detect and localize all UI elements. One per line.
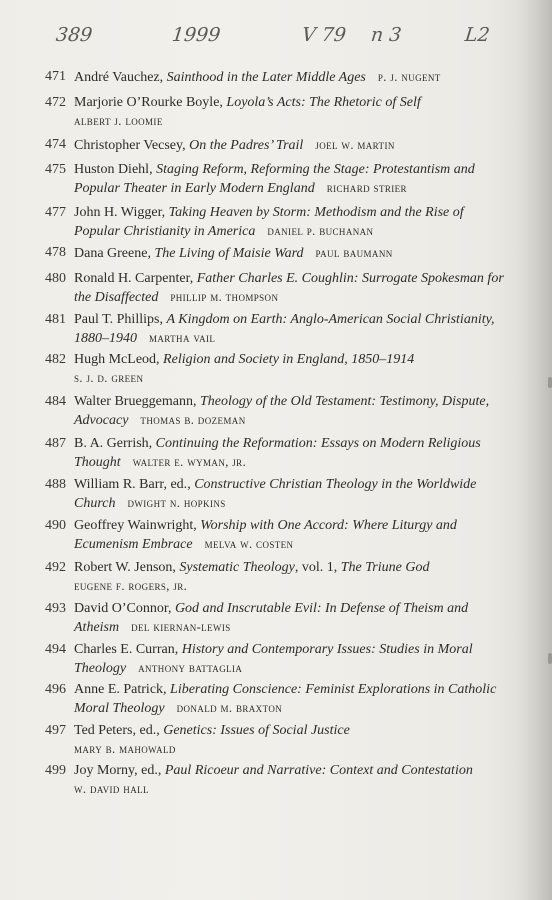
- handwritten-volume: V 79: [300, 24, 348, 46]
- page-number: 475: [45, 162, 66, 177]
- book-author: Paul T. Phillips: [74, 312, 160, 327]
- handwritten-left: 389: [54, 24, 94, 46]
- book-title: Worship with One Accord: Where Liturgy and Ecumenism Embrace: [74, 518, 457, 552]
- reviewer-name: donald m. braxton: [176, 701, 283, 715]
- citation: John H. Wigger, Taking Heaven by Storm: Methodism and the Rise of Popular Christianity in America daniel p. buchanan: [74, 205, 464, 239]
- book-author: William R. Barr, ed.: [74, 477, 188, 492]
- reviewer-name: albert j. loomie: [74, 114, 163, 128]
- handwritten-year: 1999: [170, 24, 222, 46]
- book-author: John H. Wigger: [74, 205, 162, 220]
- citation: André Vauchez, Sainthood in the Later Middle Ages p. j. nugent: [74, 70, 441, 85]
- page-number: 493: [45, 601, 66, 616]
- page-edge-shadow: [518, 0, 552, 900]
- citation: B. A. Gerrish, Continuing the Reformation: Essays on Modern Religious Thought walter e. wyman, jr.: [74, 436, 481, 470]
- citation: Christopher Vecsey, On the Padres’ Trail joel w. martin: [74, 138, 395, 153]
- book-title: God and Inscrutable Evil: In Defense of Theism and Atheism: [74, 601, 469, 635]
- book-author: Marjorie O’Rourke Boyle: [74, 95, 220, 110]
- reviewer-name: daniel p. buchanan: [267, 224, 374, 238]
- citation: William R. Barr, ed., Constructive Christian Theology in the Worldwide Church dwight n. hopkins: [74, 477, 477, 511]
- book-author: Charles E. Curran: [74, 642, 175, 657]
- book-subtitle: The Triune God: [340, 560, 430, 575]
- reviewer-name: w. david hall: [74, 782, 149, 796]
- citation: Geoffrey Wainwright, Worship with One Accord: Where Liturgy and Ecumenism Embrace melva w. costen: [74, 518, 457, 552]
- reviewer-name: richard strier: [326, 181, 407, 195]
- book-author: David O’Connor: [74, 601, 168, 616]
- citation: Robert W. Jenson, Systematic Theology, vol. 1, The Triune God eugene f. rogers, jr.: [74, 559, 504, 595]
- margin-mark: [548, 377, 552, 388]
- book-title: Taking Heaven by Storm: Methodism and the Rise of Popular Christianity in America: [74, 205, 464, 239]
- citation: Joy Morny, ed., Paul Ricoeur and Narrative: Context and Contestation w. david hall: [74, 762, 504, 798]
- book-author: Christopher Vecsey: [74, 138, 183, 153]
- book-title: Systematic Theology: [179, 560, 295, 575]
- citation: Dana Greene, The Living of Maisie Ward paul baumann: [74, 246, 393, 261]
- reviewer-name: martha vail: [149, 331, 216, 345]
- reviewer-name: anthony battaglia: [138, 661, 243, 675]
- citation: David O’Connor, God and Inscrutable Evil: In Defense of Theism and Atheism del kiernan-lewis: [74, 601, 469, 635]
- handwritten-notes: [0, 24, 552, 56]
- reviewer-name: walter e. wyman, jr.: [132, 455, 247, 469]
- book-author: Geoffrey Wainwright: [74, 518, 194, 533]
- citation: Ted Peters, ed., Genetics: Issues of Social Justice mary b. mahowald: [74, 722, 504, 758]
- reviewer-name: del kiernan-lewis: [131, 620, 231, 634]
- citation: Walter Brueggemann, Theology of the Old Testament: Testimony, Dispute, Advocacy thomas b. dozeman: [74, 394, 490, 428]
- reviewer-name: p. j. nugent: [377, 70, 441, 84]
- page-number: 474: [45, 137, 66, 152]
- book-title: Staging Reform, Reforming the Stage: Protestantism and Popular Theater in Early Modern England: [74, 162, 475, 196]
- book-title: Constructive Christian Theology in the Worldwide Church: [74, 477, 477, 511]
- book-title: Sainthood in the Later Middle Ages: [166, 70, 366, 85]
- book-author: B. A. Gerrish: [74, 436, 149, 451]
- reviewer-name: mary b. mahowald: [74, 742, 176, 756]
- page-number: 484: [45, 394, 66, 409]
- reviewer-name: joel w. martin: [315, 138, 395, 152]
- page-number: 477: [45, 205, 66, 220]
- reviewer-name: s. j. d. green: [74, 371, 144, 385]
- book-author: Dana Greene: [74, 246, 148, 261]
- book-author: Anne E. Patrick: [74, 682, 164, 697]
- citation: Paul T. Phillips, A Kingdom on Earth: Anglo-American Social Christianity, 1880–1940 martha vail: [74, 312, 495, 346]
- reviewer-name: melva w. costen: [204, 537, 294, 551]
- citation: Huston Diehl, Staging Reform, Reforming the Stage: Protestantism and Popular Theater in Early Modern England richard strier: [74, 162, 475, 196]
- page-number: 492: [45, 560, 66, 575]
- book-author: Joy Morny, ed.: [74, 763, 158, 778]
- page-number: 494: [45, 642, 66, 657]
- book-author: Robert W. Jenson: [74, 560, 173, 575]
- book-author: Huston Diehl: [74, 162, 150, 177]
- book-volume: , vol. 1,: [294, 560, 341, 575]
- page-number: 496: [45, 682, 66, 697]
- citation: Anne E. Patrick, Liberating Conscience: Feminist Explorations in Catholic Moral Theology donald m. braxton: [74, 682, 497, 716]
- citation: Hugh McLeod, Religion and Society in England, 1850–1914 s. j. d. green: [74, 351, 504, 387]
- reviewer-name: dwight n. hopkins: [127, 496, 226, 510]
- book-title: Loyola’s Acts: The Rhetoric of Self: [226, 95, 421, 110]
- book-title: Continuing the Reformation: Essays on Modern Religious Thought: [74, 436, 481, 470]
- reviewer-name: paul baumann: [315, 246, 393, 260]
- book-title: Father Charles E. Coughlin: Surrogate Spokesman for the Disaffected: [74, 271, 504, 305]
- page-number: 481: [45, 312, 66, 327]
- book-author: Ted Peters, ed.: [74, 723, 157, 738]
- reviewer-name: thomas b. dozeman: [140, 413, 246, 427]
- reviewer-name: phillip m. thompson: [170, 290, 279, 304]
- book-author: Ronald H. Carpenter: [74, 271, 190, 286]
- handwritten-right: L2: [463, 24, 491, 46]
- book-title: Paul Ricoeur and Narrative: Context and Contestation: [164, 763, 473, 778]
- citation: Ronald H. Carpenter, Father Charles E. Coughlin: Surrogate Spokesman for the Disaffected phillip m. thompson: [74, 271, 504, 305]
- book-title: History and Contemporary Issues: Studies in Moral Theology: [74, 642, 473, 676]
- margin-mark: [548, 653, 552, 664]
- page-number: 471: [45, 69, 66, 84]
- book-title: Theology of the Old Testament: Testimony, Dispute, Advocacy: [74, 394, 490, 428]
- page-number: 480: [45, 271, 66, 286]
- book-title: Liberating Conscience: Feminist Explorations in Catholic Moral Theology: [74, 682, 497, 716]
- page-number: 499: [45, 763, 66, 778]
- page-number: 490: [45, 518, 66, 533]
- book-title: Religion and Society in England, 1850–1914: [163, 352, 415, 367]
- page-number: 472: [45, 95, 66, 110]
- book-author: Walter Brueggemann: [74, 394, 193, 409]
- book-title: A Kingdom on Earth: Anglo-American Social Christianity, 1880–1940: [74, 312, 495, 346]
- citation: Marjorie O’Rourke Boyle, Loyola’s Acts: The Rhetoric of Self albert j. loomie: [74, 94, 504, 130]
- book-title: Genetics: Issues of Social Justice: [163, 723, 350, 738]
- page-number: 497: [45, 723, 66, 738]
- handwritten-number: n 3: [369, 24, 403, 46]
- book-author: André Vauchez: [74, 70, 160, 85]
- reviewer-name: eugene f. rogers, jr.: [74, 579, 188, 593]
- book-title: On the Padres’ Trail: [189, 138, 304, 153]
- page-number: 488: [45, 477, 66, 492]
- citation: Charles E. Curran, History and Contemporary Issues: Studies in Moral Theology anthony battaglia: [74, 642, 473, 676]
- book-title: The Living of Maisie Ward: [154, 246, 304, 261]
- book-author: Hugh McLeod: [74, 352, 157, 367]
- page-number: 487: [45, 436, 66, 451]
- page-number: 482: [45, 352, 66, 367]
- page-number: 478: [45, 245, 66, 260]
